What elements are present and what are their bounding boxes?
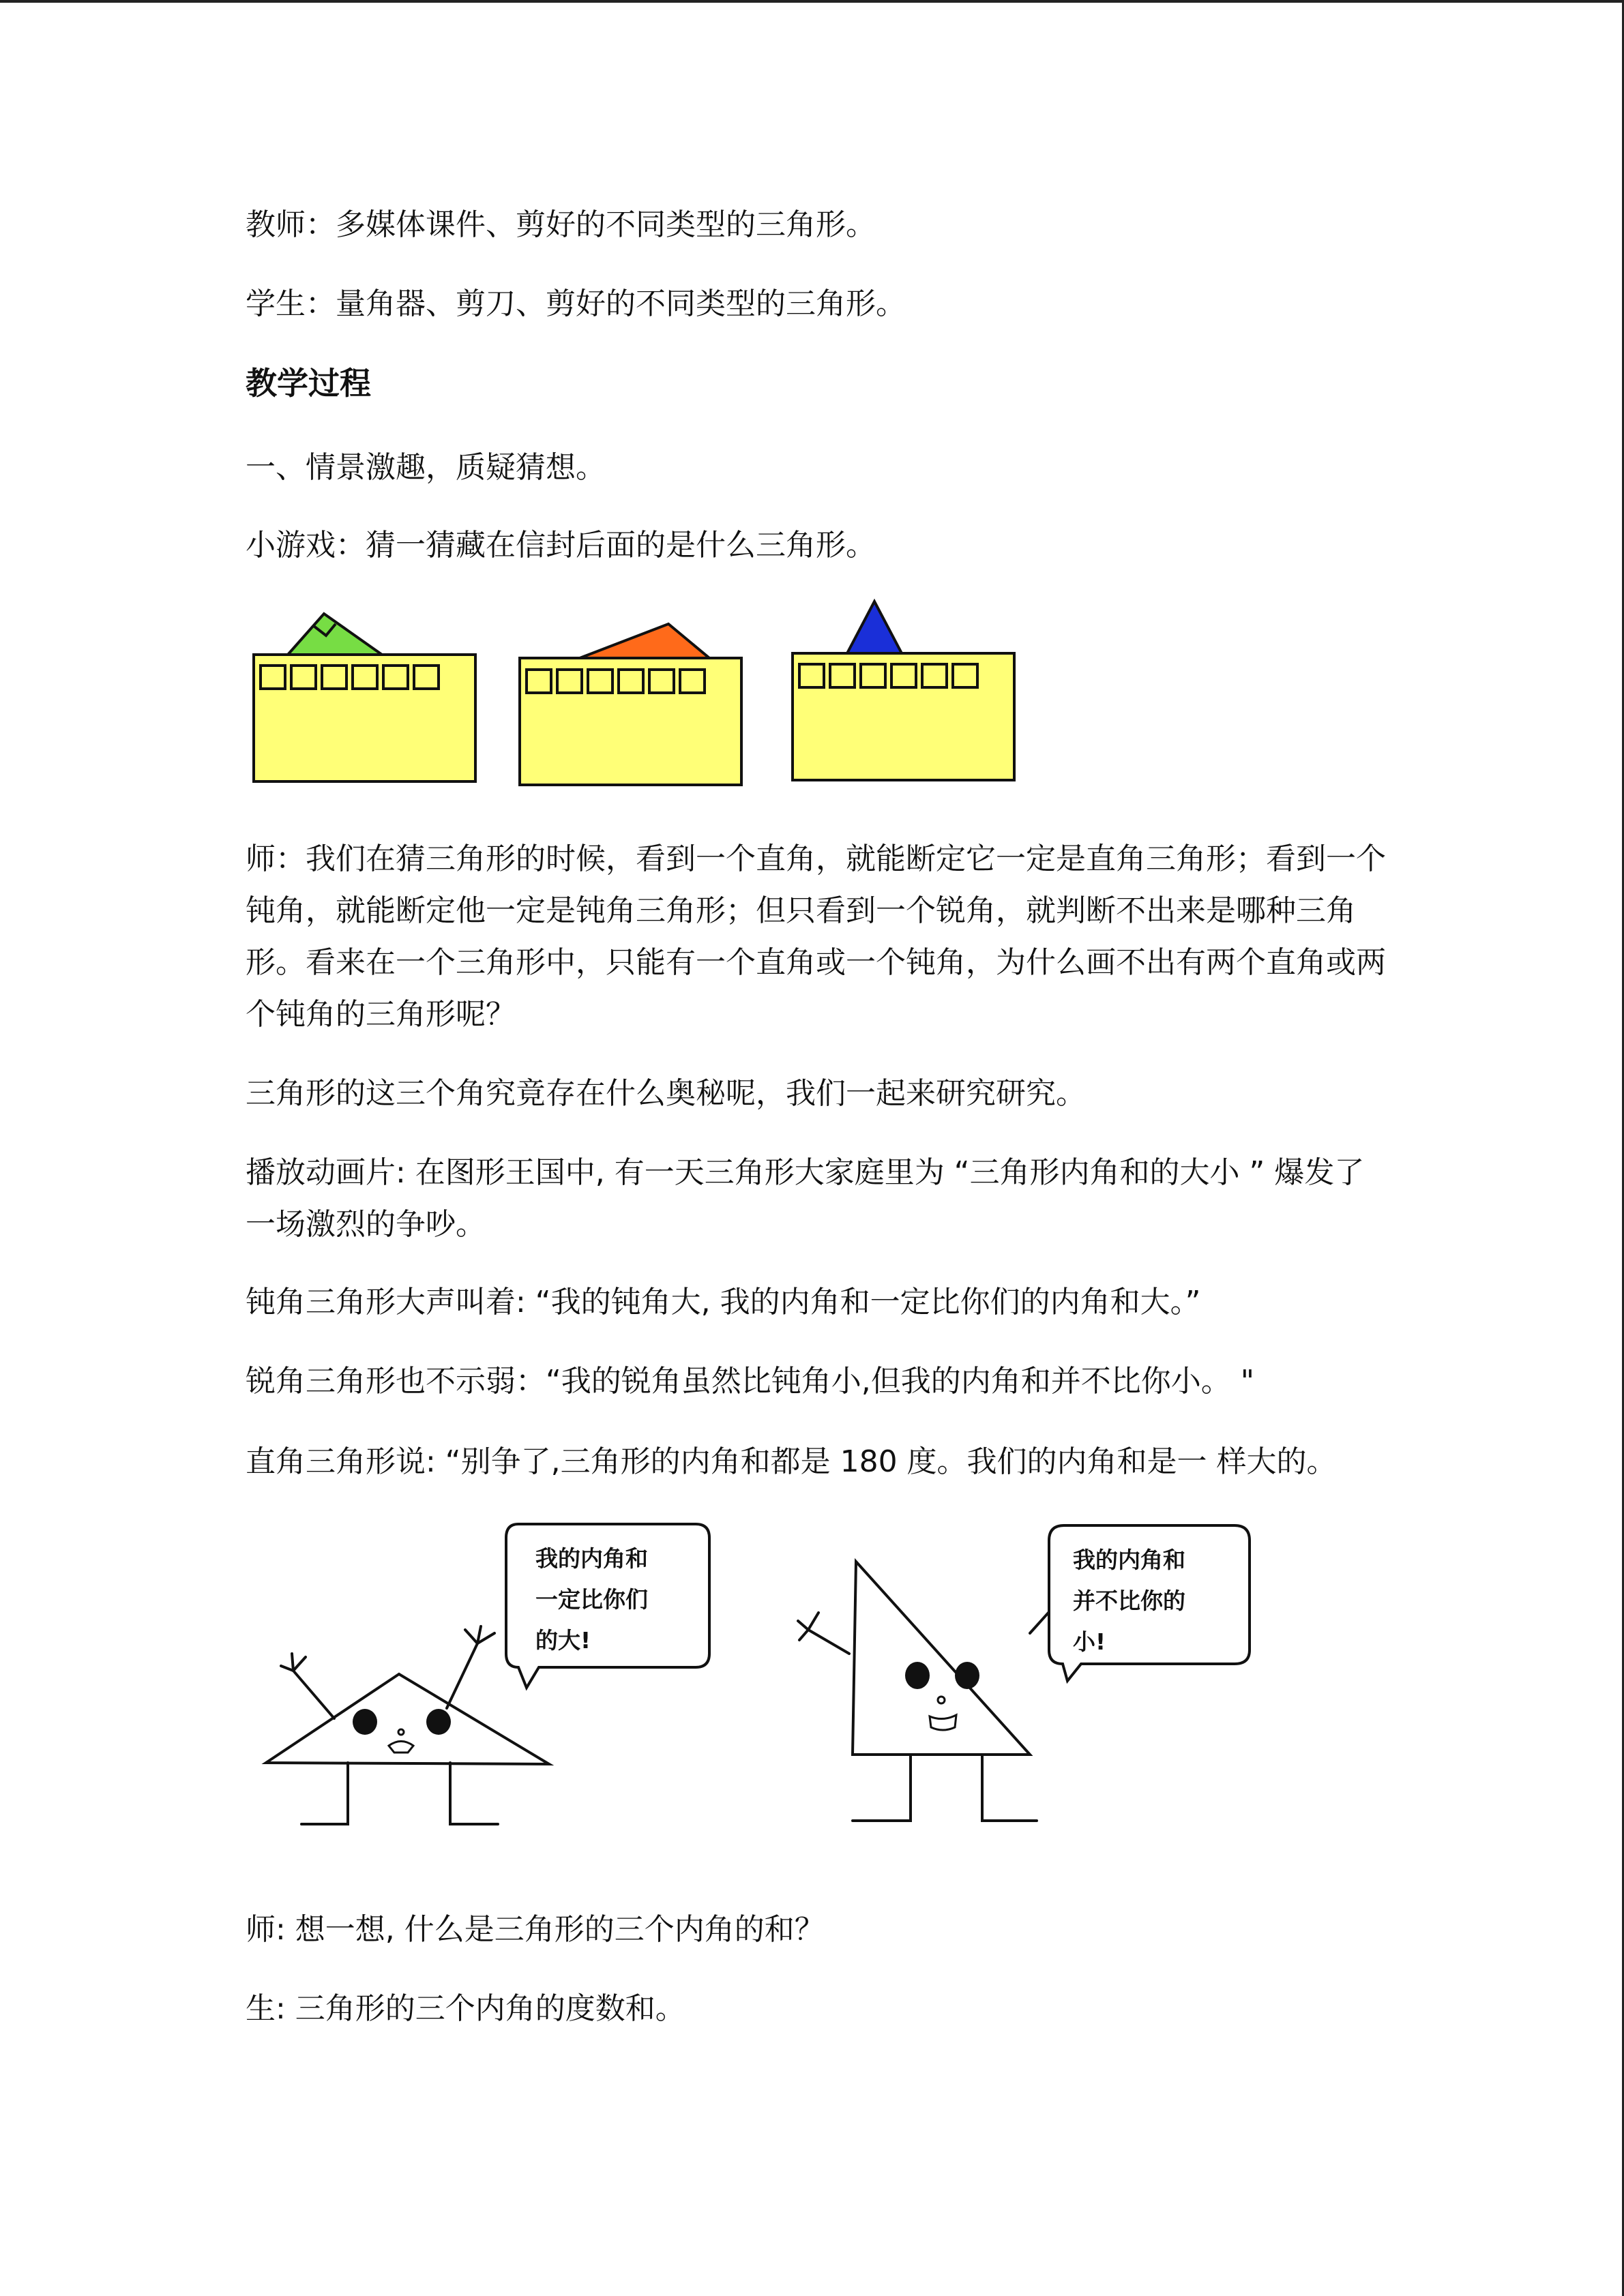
paragraph-right-says: 直角三角形说: “别争了,三角形的内角和都是 180 度。我们的内角和是一 样大的。 [246, 1444, 1337, 1479]
envelope-body [520, 658, 741, 785]
paragraph-acute-says: 锐角三角形也不示弱：“我的锐角虽然比钝角小,但我的内角和并不比你小。 " [246, 1364, 1255, 1399]
left-bubble-line-2: 一定比你们 [535, 1586, 648, 1613]
right-bubble-line-2: 并不比你的 [1073, 1587, 1185, 1614]
right-bubble-line-1: 我的内角和 [1073, 1547, 1185, 1573]
section-heading: 教学过程 [246, 365, 371, 402]
paragraph-student-materials: 学生：量角器、剪刀、剪好的不同类型的三角形。 [246, 286, 906, 321]
mouth [389, 1742, 413, 1753]
right-speech-bubble [1049, 1525, 1250, 1681]
envelope-body [793, 653, 1014, 780]
paragraph-teacher-think: 师: 想一想, 什么是三角形的三个内角的和？ [246, 1912, 825, 1947]
acute-triangle-shape [847, 601, 902, 653]
page-border-top [0, 0, 1624, 3]
envelope-obtuse-triangle [520, 624, 741, 785]
envelopes-figure [246, 593, 1030, 791]
right-triangle-shape [288, 614, 382, 655]
obtuse-triangle-shape [580, 624, 709, 658]
left-bubble-line-1: 我的内角和 [535, 1545, 648, 1572]
paragraph-game: 小游戏：猜一猜藏在信封后面的是什么三角形。 [246, 528, 876, 563]
right-eye [955, 1662, 979, 1689]
envelope-right-triangle [254, 614, 475, 781]
left-eye [353, 1709, 377, 1735]
paragraph-obtuse-says: 钝角三角形大声叫着: “我的钝角大, 我的内角和一定比你们的内角和大。” [246, 1285, 1201, 1320]
envelope-body [254, 655, 475, 781]
paragraph-student-answer: 生: 三角形的三个内角的度数和。 [246, 1991, 685, 2026]
paragraph-step-one: 一、情景激趣，质疑猜想。 [246, 450, 606, 485]
left-speech-bubble [506, 1524, 709, 1688]
right-eye [426, 1709, 451, 1735]
paragraph-animation: 播放动画片: 在图形王国中, 有一天三角形大家庭里为 “三角形内角和的大小 ” 爆发了一场激烈的争吵。 [246, 1155, 1365, 1242]
left-eye [905, 1662, 930, 1689]
cartoon-figure [246, 1517, 1282, 1845]
acute-triangle-character [798, 1562, 1078, 1821]
paragraph-teacher-question: 师：我们在猜三角形的时候，看到一个直角，就能断定它一定是直角三角形；看到一个钝角，就能断定他一定是钝角三角形；但只看到一个锐角，就判断不出来是哪种三角形。看来在一个三角形中，只能有一个直角或一个钝角，为什么画不出有两个直角或两个钝角的三角形呢？ [246, 841, 1386, 1032]
right-bubble-line-3: 小! [1073, 1628, 1106, 1655]
left-bubble-line-3: 的大! [535, 1627, 591, 1654]
paragraph-teacher-materials: 教师：多媒体课件、剪好的不同类型的三角形。 [246, 207, 876, 242]
envelope-acute-triangle [793, 601, 1014, 780]
paragraph-mystery: 三角形的这三个角究竟存在什么奥秘呢，我们一起来研究研究。 [246, 1076, 1086, 1111]
